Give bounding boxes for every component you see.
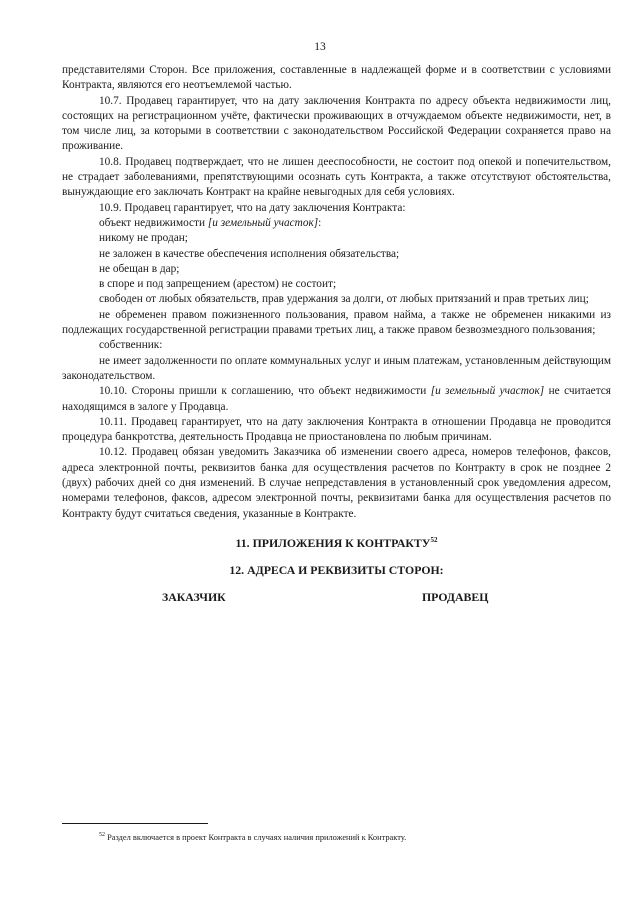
party-customer-label: ЗАКАЗЧИК — [162, 589, 226, 604]
section-11-heading — [62, 536, 611, 551]
clause-10-7: 10.7. Продавец гарантирует, что на дату заключения Контракта по адресу объекта недвижимости лиц, состоящих на регистрационном учёте, фактически проживающих в отчуждаемом объекте недвижимости, нет, в том числе лиц, за которыми в соответствии с законодательством Российской Федерации сохраняется право на проживание. — [62, 94, 611, 153]
clause-10-9-object — [62, 216, 611, 231]
document-body — [62, 63, 611, 610]
clause-10-11: 10.11. Продавец гарантирует, что на дату заключения Контракта в отношении Продавца не проводится процедура банкротства, деятельность Продавца не приостановлена по любым причинам. — [62, 415, 611, 444]
parties-row — [62, 590, 611, 610]
object-prefix: объект недвижимости — [99, 216, 208, 229]
footnote — [99, 832, 406, 843]
list-item: собственник: — [99, 339, 163, 352]
footnote-number: 52 — [99, 832, 105, 839]
clause-10-8: 10.8. Продавец подтверждает, что не лишен дееспособности, не состоит под опекой и попечительством, не страдает заболеваниями, препятствующими осознать суть Контракта, а также отсутствуют обстоятельства, вынуждающие его заключать Контракт на крайне невыгодных для себя условиях. — [62, 155, 611, 199]
list-item: не заложен в качестве обеспечения исполнения обязательства; — [99, 247, 400, 260]
list-item: свободен от любых обязательств, прав удержания за долги, от любых притязаний и прав третьих лиц; — [99, 293, 589, 306]
list-item: не обременен правом пожизненного пользования, правом найма, а также не обременен никакими из подлежащих государственной регистрации правами третьих лиц, а также правом безвозмездного пользования; — [62, 308, 611, 337]
list-item: никому не продан; — [99, 232, 188, 245]
section-11-title: 11. ПРИЛОЖЕНИЯ К КОНТРАКТУ — [235, 535, 431, 550]
section-12-heading: 12. АДРЕСА И РЕКВИЗИТЫ СТОРОН: — [229, 563, 444, 578]
list-item: не обещан в дар; — [99, 262, 180, 275]
paragraph-continuation: представителями Сторон. Все приложения, составленные в надлежащей форме и в соответствии с условиями Контракта, являются его неотъемлемой частью. — [62, 64, 611, 92]
footnote-separator — [62, 823, 208, 824]
object-italic: [и земельный участок] — [207, 216, 319, 229]
footnote-ref: 52 — [430, 535, 438, 544]
clause-10-10-prefix: 10.10. Стороны пришли к соглашению, что объект недвижимости — [99, 385, 431, 398]
page-number: 13 — [314, 41, 326, 53]
clause-10-9: 10.9. Продавец гарантирует, что на дату заключения Контракта: — [99, 201, 406, 214]
footnote-text: Раздел включается в проект Контракта в случаях наличия приложений к Контракту. — [105, 833, 407, 842]
list-item: в споре и под запрещением (арестом) не состоит; — [99, 278, 337, 291]
party-seller-label: ПРОДАВЕЦ — [422, 589, 489, 604]
object-suffix: : — [318, 216, 322, 229]
list-item: не имеет задолженности по оплате коммунальных услуг и иным платежам, установленным действующим законодательством. — [62, 354, 611, 382]
clause-10-10 — [62, 384, 611, 415]
clause-10-12: 10.12. Продавец обязан уведомить Заказчика об изменении своего адреса, номеров телефонов, факсов, адреса электронной почты, реквизитов банка для осуществления расчетов по Контракту в срок не позднее 2 (двух) рабочих дней со дня изменений. В случае непредставления в установленный срок уведомления адресом, номерами телефонов, факсов, адресом электронной почты, реквизитами банка для осуществления расчетов по Контракту будут считаться сведения, указанные в Контракте. — [62, 446, 611, 520]
clause-10-10-suffix: не считается находящимся в залоге у Продавца. — [62, 385, 611, 413]
clause-10-10-italic: [и земельный участок] — [430, 385, 545, 398]
